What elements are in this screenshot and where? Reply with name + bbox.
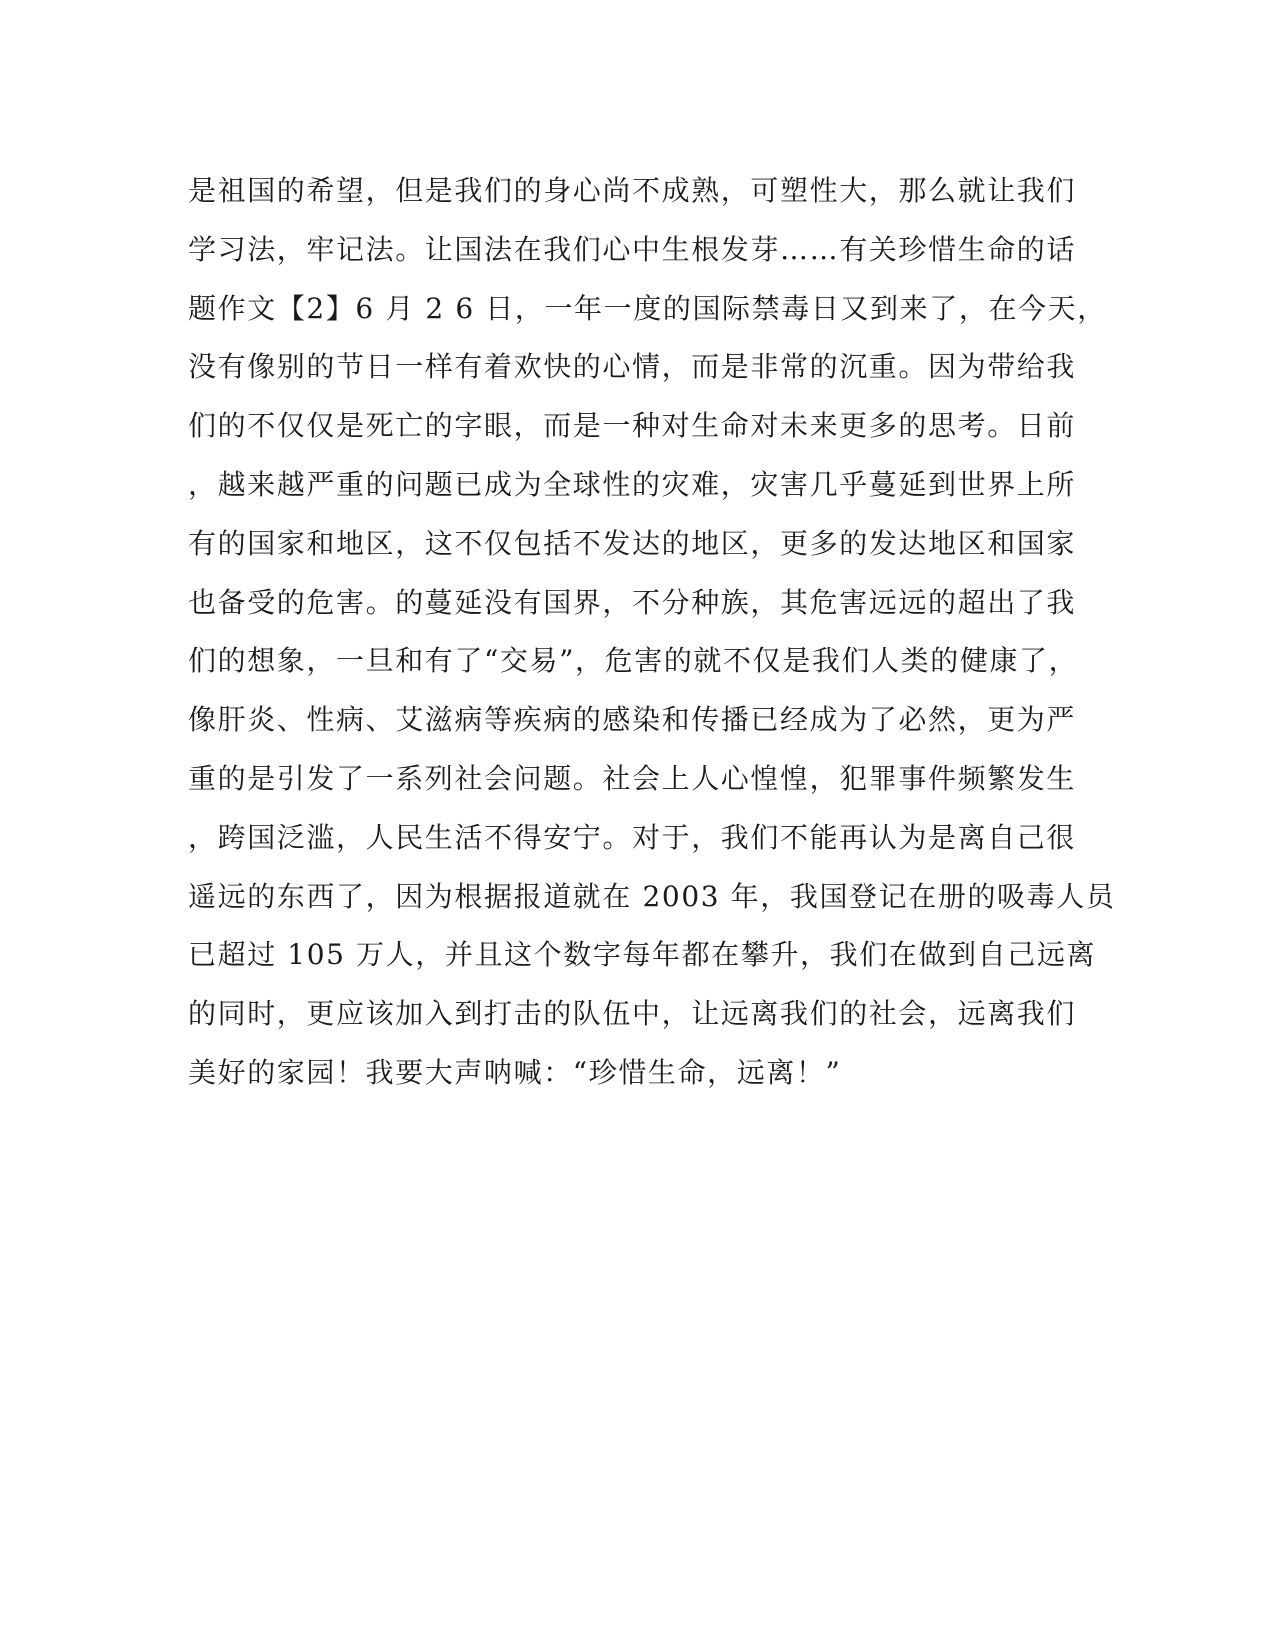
text-line: 学习法，牢记法。让国法在我们心中生根发芽……有关珍惜生命的话 (188, 232, 1077, 266)
text-line: 重的是引发了一系列社会问题。社会上人心惶惶，犯罪事件频繁发生 (188, 761, 1077, 795)
text-line: 们的不仅仅是死亡的字眼，而是一种对生命对未来更多的思考。日前 (188, 409, 1077, 443)
text-line: 也备受的危害。的蔓延没有国界，不分种族，其危害远远的超出了我 (188, 585, 1077, 619)
text-line: 的同时，更应该加入到打击的队伍中，让远离我们的社会，远离我们 (188, 997, 1077, 1031)
text-line: 美好的家园！我要大声呐喊：“珍惜生命，远离！” (188, 1055, 842, 1089)
text-line: 有的国家和地区，这不仅包括不发达的地区，更多的发达地区和国家 (188, 526, 1077, 560)
text-line: 是祖国的希望，但是我们的身心尚不成熟，可塑性大，那么就让我们 (188, 174, 1077, 207)
text-line: 像肝炎、性病、艾滋病等疾病的感染和传播已经成为了必然，更为严 (188, 703, 1077, 737)
text-line: 已超过 105 万人，并且这个数字每年都在攀升，我们在做到自己远离 (188, 938, 1097, 972)
text-line: ，越来越严重的问题已成为全球性的灾难，灾害几乎蔓延到世界上所 (188, 467, 1077, 501)
body-text (188, 162, 1116, 1103)
text-line: 没有像别的节日一样有着欢快的心情，而是非常的沉重。因为带给我 (188, 350, 1077, 384)
text-line: ，跨国泛滥，人民生活不得安宁。对于，我们不能再认为是离自己很 (188, 820, 1077, 854)
text-line: 题作文【2】6 月 2 6 日，一年一度的国际禁毒日又到来了，在今天， (188, 291, 1107, 325)
text-line: 遥远的东西了，因为根据报道就在 2003 年，我国登记在册的吸毒人员 (188, 879, 1116, 913)
text-line: 们的想象，一旦和有了“交易”，危害的就不仅是我们人类的健康了， (188, 644, 1079, 678)
